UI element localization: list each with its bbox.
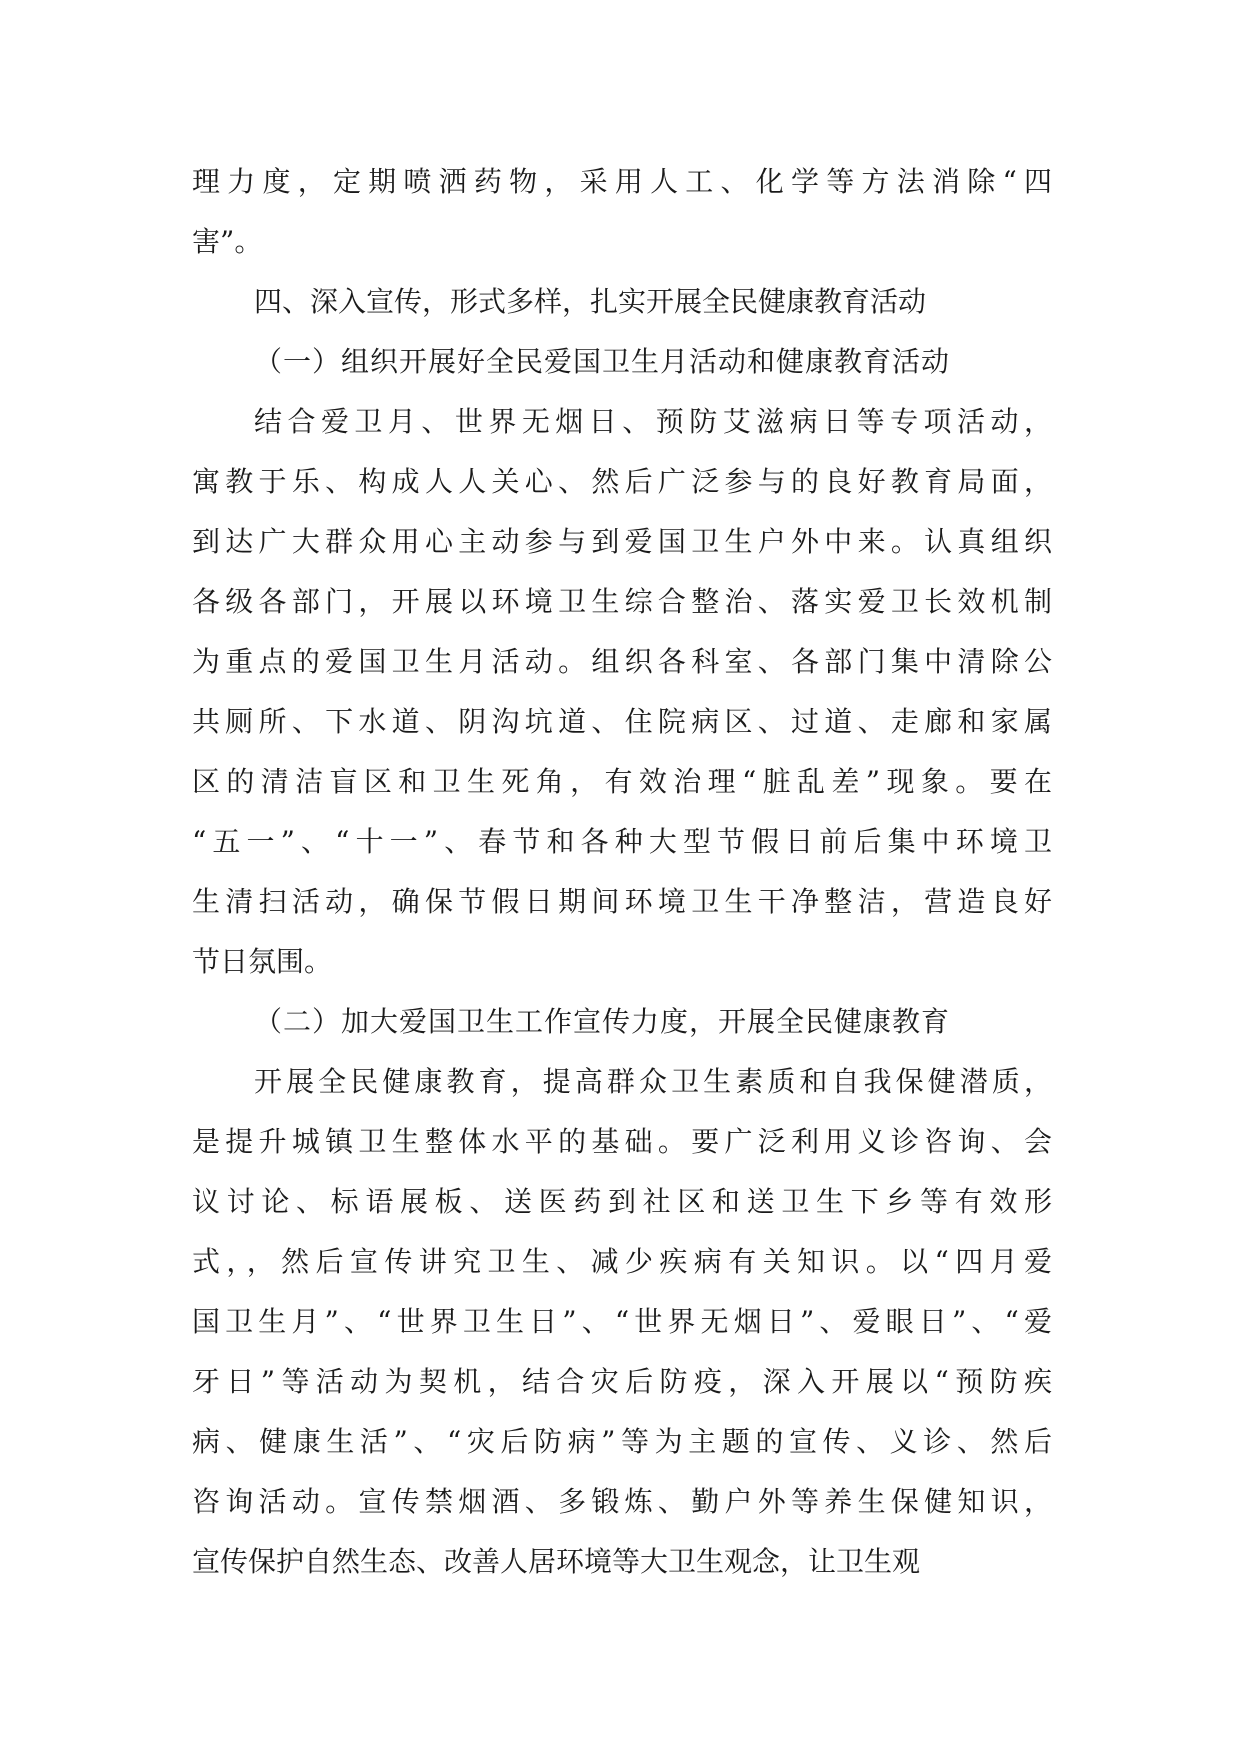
body-paragraph	[192, 1052, 1052, 1592]
text-line: （一）组织开展好全民爱国卫生月活动和健康教育活动	[254, 345, 951, 378]
text-line: 是提升城镇卫生整体水平的基础。要广泛利用义诊咨询、会	[192, 1125, 1052, 1158]
text-line: 为重点的爱国卫生月活动。组织各科室、各部门集中清除公	[192, 645, 1052, 678]
text-line: 生清扫活动，确保节假日期间环境卫生干净整洁，营造良好	[192, 885, 1052, 918]
text-line: 理力度，定期喷洒药物，采用人工、化学等方法消除“四	[192, 165, 1052, 198]
text-line: 四、深入宣传，形式多样，扎实开展全民健康教育活动	[254, 285, 927, 318]
subsection-heading	[192, 332, 1052, 392]
text-line: 宣传保护自然生态、改善人居环境等大卫生观念，让卫生观	[192, 1545, 921, 1578]
text-line: 节日氛围。	[192, 945, 333, 978]
text-line: “五一”、“十一”、春节和各种大型节假日前后集中环境卫	[192, 825, 1052, 858]
text-line: 议讨论、标语展板、送医药到社区和送卫生下乡等有效形	[192, 1185, 1052, 1218]
text-line: 寓教于乐、构成人人关心、然后广泛参与的良好教育局面，	[192, 465, 1052, 498]
section-heading	[192, 272, 1052, 332]
body-paragraph	[192, 152, 1052, 272]
body-paragraph	[192, 392, 1052, 992]
text-line: 各级各部门，开展以环境卫生综合整治、落实爱卫长效机制	[192, 585, 1052, 618]
text-line: 到达广大群众用心主动参与到爱国卫生户外中来。认真组织	[192, 525, 1052, 558]
text-line: 牙日”等活动为契机，结合灾后防疫，深入开展以“预防疾	[192, 1365, 1052, 1398]
text-line: 咨询活动。宣传禁烟酒、多锻炼、勤户外等养生保健知识，	[192, 1485, 1052, 1518]
text-line: 国卫生月”、“世界卫生日”、“世界无烟日”、爱眼日”、“爱	[192, 1305, 1052, 1338]
text-line: 式，，然后宣传讲究卫生、减少疾病有关知识。以“四月爱	[192, 1245, 1052, 1278]
text-line: （二）加大爱国卫生工作宣传力度，开展全民健康教育	[254, 1005, 951, 1038]
text-line: 害”。	[192, 225, 263, 258]
text-line: 结合爱卫月、世界无烟日、预防艾滋病日等专项活动，	[254, 405, 1052, 438]
text-line: 病、健康生活”、“灾后防病”等为主题的宣传、义诊、然后	[192, 1425, 1052, 1458]
text-line: 区的清洁盲区和卫生死角，有效治理“脏乱差”现象。要在	[192, 765, 1052, 798]
text-line: 共厕所、下水道、阴沟坑道、住院病区、过道、走廊和家属	[192, 705, 1052, 738]
text-line: 开展全民健康教育，提高群众卫生素质和自我保健潜质，	[254, 1065, 1052, 1098]
document-body	[192, 152, 1052, 1592]
subsection-heading	[192, 992, 1052, 1052]
